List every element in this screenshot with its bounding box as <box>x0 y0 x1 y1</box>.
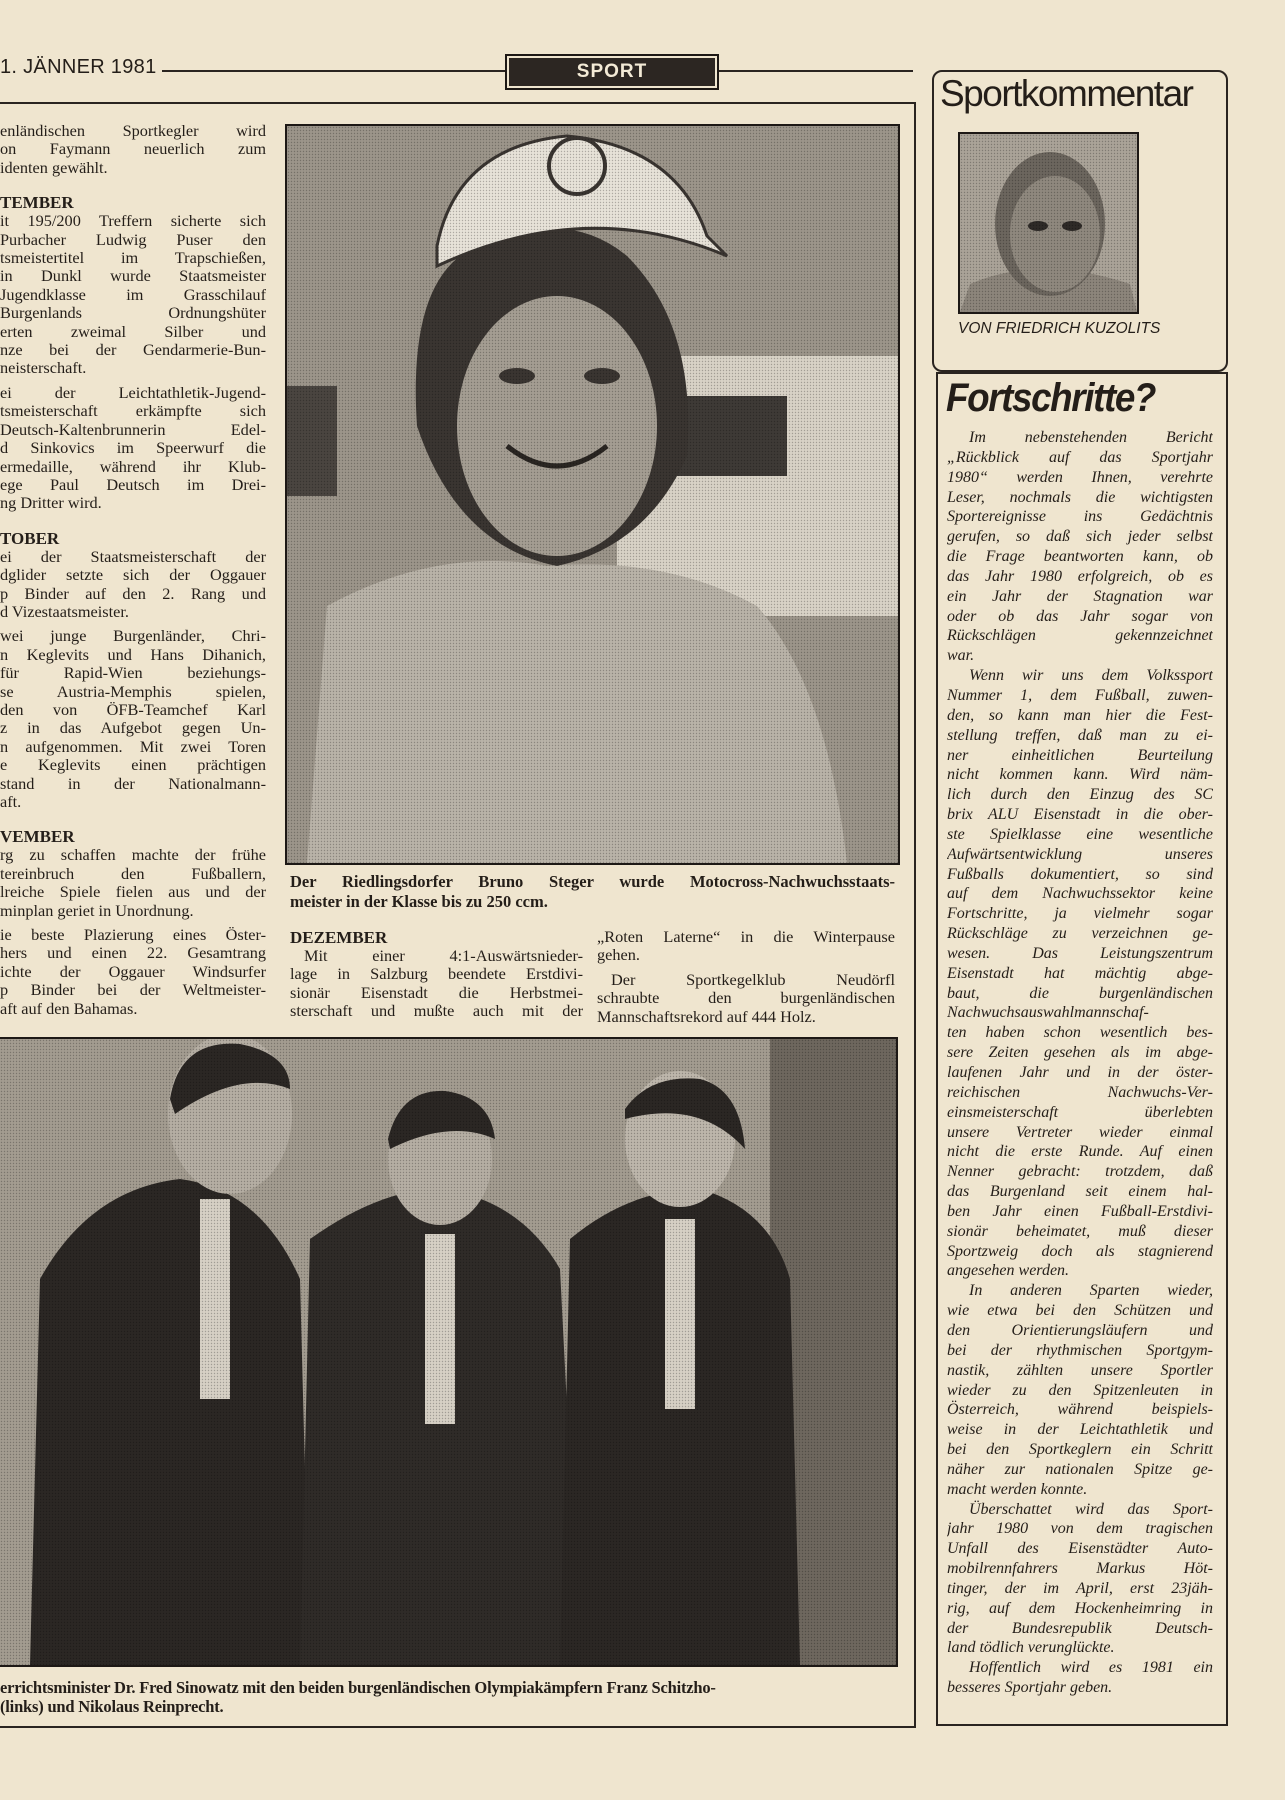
text-line: Sportereignisse ins Gedächtnis <box>947 508 1213 526</box>
text-line: die Frage beantworten kann, ob <box>947 548 1213 566</box>
dezember-column-2 <box>597 928 895 1026</box>
text-line: in Dunkl wurde Staatsmeister <box>0 267 266 286</box>
rider-portrait-image <box>287 126 898 863</box>
text-line: Sportzweig doch als stagnierend <box>947 1242 1213 1260</box>
dezember-column-1 <box>290 928 583 1021</box>
text-line: tsmeistertitel im Trapschießen, <box>0 249 266 268</box>
text-line: Mit einer 4:1-Auswärtsnieder- <box>304 947 583 965</box>
text-line: Aufwärtsentwicklung unseres <box>947 845 1213 863</box>
caption-line: Der Riedlingsdorfer Bruno Steger wurde Motocross-Nachwuchsstaats- <box>290 872 895 891</box>
text-line: ner einheitlichen Beurteilung <box>947 746 1213 764</box>
text-line: sionär Eisenstadt die Herbstmei- <box>290 983 583 1002</box>
text-line: schraubte den burgenländischen <box>597 989 895 1008</box>
text-line: n Keglevits und Hans Dihanich, <box>0 645 266 664</box>
text-line: bei den Sportkeglern ein Schritt <box>947 1441 1213 1459</box>
text-line: angesehen werden. <box>947 1262 1070 1280</box>
text-line: Purbacher Ludwig Puser den <box>0 230 266 249</box>
text-line: den von ÖFB-Teamchef Karl <box>0 700 266 719</box>
commentary-top-rule <box>936 372 1226 374</box>
text-line: Nenner gebracht: trotzdem, daß <box>947 1163 1213 1181</box>
text-line: bei der rhythmischen Sportgym- <box>947 1341 1213 1359</box>
text-line: ege Paul Deutsch im Drei- <box>0 475 266 494</box>
text-line: das Burgenland seit einem hal- <box>947 1183 1213 1201</box>
top-photo-caption <box>290 872 895 912</box>
text-line: Deutsch-Kaltenbrunnerin Edel- <box>0 420 266 439</box>
paragraph <box>0 548 266 622</box>
photo-minister-with-olympians <box>0 1037 898 1667</box>
text-line: minplan geriet in Unordnung. <box>0 901 194 920</box>
text-line: it 195/200 Treffern sicherte sich <box>0 212 266 231</box>
caption-line: (links) und Nikolaus Reinprecht. <box>0 1697 224 1716</box>
text-line: den, so kann man hier die Fest- <box>947 706 1213 724</box>
text-line: der Bundesrepublik Deutsch- <box>947 1619 1213 1637</box>
text-line: unsere Vertreter wieder einmal <box>947 1123 1213 1141</box>
text-line: ie beste Plazierung eines Öster- <box>0 926 266 945</box>
text-line: baut, die burgenländischen <box>947 984 1213 1002</box>
text-line: war. <box>947 647 975 665</box>
paragraph <box>0 627 266 811</box>
text-line: für Rapid-Wien beziehungs- <box>0 664 266 683</box>
text-line: tereinbruch den Fußballern, <box>0 864 266 883</box>
text-line: d Sinkovics im Speerwurf die <box>0 439 266 458</box>
text-line: wesen. Das Leistungszentrum <box>947 944 1213 962</box>
left-column-article <box>0 122 266 1018</box>
text-line: lich durch den Einzug des SC <box>947 786 1213 804</box>
text-line: Burgenlands Ordnungshüter <box>0 304 266 323</box>
text-line: ng Dritter wird. <box>0 494 102 513</box>
text-line: nicht kommen kann. Wird näm- <box>947 766 1213 784</box>
text-line: Hoffentlich wird es 1981 ein <box>969 1659 1213 1677</box>
text-line: jahr 1980 von dem tragischen <box>947 1520 1213 1538</box>
month-heading: VEMBER <box>0 827 75 847</box>
text-line: Fortschritte, ja vielmehr sogar <box>947 905 1213 923</box>
text-line: das Jahr 1980 erfolgreich, ob es <box>947 567 1213 585</box>
group-photo-image <box>0 1039 896 1665</box>
month-heading: TOBER <box>0 528 60 548</box>
text-line: 1980“ werden Ihnen, verehrte <box>947 468 1213 486</box>
month-heading-dezember: DEZEMBER <box>290 928 388 947</box>
text-line: neisterschaft. <box>0 359 87 378</box>
text-line: laufenen Jahr und in der öster- <box>947 1064 1213 1081</box>
text-line: mobilrennfahrers Markus Höt- <box>947 1560 1213 1578</box>
paragraph <box>947 1658 1213 1698</box>
text-line: Im nebenstehenden Bericht <box>969 429 1213 446</box>
text-line: ste Spielklasse eine wesentliche <box>947 825 1213 843</box>
text-line: Leser, nochmals die wichtigsten <box>947 488 1213 506</box>
text-line: Der Sportkegelklub Neudörfl <box>611 970 895 989</box>
commentary-title: Sportkommentar <box>940 73 1193 114</box>
text-line: In anderen Sparten wieder, <box>969 1282 1213 1300</box>
text-line: ein Jahr der Stagnation war <box>947 587 1213 605</box>
text-line: sterschaft und mußte auch mit der <box>290 1002 583 1021</box>
paragraph <box>0 926 266 1018</box>
text-line: sionär beheimatet, muß dieser <box>947 1222 1213 1240</box>
text-line: z in das Aufgebot gegen Un- <box>0 719 266 738</box>
text-line: brix ALU Eisenstadt in die ober- <box>947 806 1213 824</box>
text-line: aft. <box>0 793 22 811</box>
paragraph <box>947 1500 1213 1659</box>
text-line: weise in der Leichtathletik und <box>947 1421 1213 1439</box>
text-line: „Rückblick auf das Sportjahr <box>947 448 1213 466</box>
text-line: nastik, zählten unsere Sportler <box>947 1361 1213 1379</box>
paragraph <box>0 384 266 513</box>
author-byline: VON FRIEDRICH KUZOLITS <box>958 320 1161 337</box>
section-label: SPORT <box>505 54 719 90</box>
text-line: gerufen, so daß sich jeder selbst <box>947 528 1213 546</box>
text-line: Eisenstadt hat mächtig abge- <box>947 964 1213 982</box>
text-line: Nachwuchsauswahlmannschaf- <box>947 1004 1149 1022</box>
text-line: ermedaille, während ihr Klub- <box>0 457 266 476</box>
paragraph <box>947 428 1213 666</box>
text-line: dglider setzte sich der Oggauer <box>0 566 266 585</box>
text-line: näher zur nationalen Spitze ge- <box>947 1460 1213 1478</box>
text-line: tsmeisterschaft erkämpfte sich <box>0 402 266 421</box>
text-line: gehen. <box>597 946 640 965</box>
text-line: n aufgenommen. Mit zwei Toren <box>0 737 266 756</box>
text-line: rg zu schaffen machte der frühe <box>0 846 266 865</box>
paragraph <box>0 212 266 378</box>
text-line: ichte der Oggauer Windsurfer <box>0 962 266 981</box>
text-line: p Binder auf den 2. Rang und <box>0 584 266 603</box>
text-line: wei junge Burgenländer, Chri- <box>0 627 266 646</box>
text-line: wie etwa bei den Schützen und <box>947 1302 1213 1320</box>
text-line: „Roten Laterne“ in die Winterpause <box>597 928 895 946</box>
text-line: Österreich, während beispiels- <box>947 1401 1213 1419</box>
text-line: macht werden konnte. <box>947 1480 1088 1498</box>
text-line: e Keglevits einen prächtigen <box>0 756 266 775</box>
paragraph <box>947 1281 1213 1499</box>
text-line: einsmeisterschaft überlebten <box>947 1103 1213 1121</box>
paragraph <box>0 122 266 177</box>
text-line: tinger, der im April, erst 23jäh- <box>947 1579 1213 1597</box>
text-line: land tödlich verunglückte. <box>947 1639 1115 1657</box>
text-line: sere Zeiten gesehen als im abge- <box>947 1044 1213 1062</box>
text-line: aft auf den Bahamas. <box>0 999 138 1018</box>
text-line: d Vizestaatsmeister. <box>0 602 129 621</box>
text-line: Überschattet wird das Sport- <box>969 1500 1213 1518</box>
text-line: erten zweimal Silber und <box>0 322 266 341</box>
paragraph <box>0 846 266 920</box>
text-line: ei der Staatsmeisterschaft der <box>0 547 266 566</box>
text-line: reichischen Nachwuchs-Ver- <box>947 1083 1213 1101</box>
bottom-photo-caption <box>0 1678 895 1716</box>
author-portrait <box>958 132 1139 314</box>
text-line: oder ob das Jahr sogar von <box>947 607 1213 625</box>
caption-line: meister in der Klasse bis zu 250 ccm. <box>290 892 548 911</box>
text-line: Nummer 1, dem Fußball, zuwen- <box>947 686 1213 704</box>
text-line: Rückschläge zu verzeichnen ge- <box>947 925 1213 943</box>
text-line: lreiche Spiele fielen aus und der <box>0 883 266 902</box>
text-line: Unfall des Eisenstädter Auto- <box>947 1540 1213 1558</box>
text-line: ten haben schon wesentlich bes- <box>947 1024 1213 1042</box>
text-line: lage in Salzburg beendete Erstdivi- <box>290 965 583 984</box>
commentary-body <box>947 428 1213 1698</box>
text-line: auf dem Nachwuchssektor keine <box>947 885 1213 903</box>
text-line: ben Jahr einen Fußball-Erstdivi- <box>947 1202 1213 1220</box>
paragraph <box>947 666 1213 1281</box>
commentary-headline: Fortschritte? <box>946 376 1156 420</box>
text-line: Fußballs dokumentiert, so sind <box>947 865 1213 883</box>
text-line: p Binder bei der Weltmeister- <box>0 981 266 1000</box>
text-line: den Orientierungsläufern und <box>947 1321 1213 1339</box>
text-line: Rückschlägen gekennzeichnet <box>947 627 1213 645</box>
text-line: wieder zu den Spitzenleuten in <box>947 1381 1213 1399</box>
text-line: nicht die erste Runde. Auf einen <box>947 1143 1213 1161</box>
issue-date: 1. JÄNNER 1981 <box>0 56 157 78</box>
text-line: se Austria-Memphis spielen, <box>0 682 266 701</box>
text-line: enländischen Sportkegler wird <box>0 122 266 140</box>
text-line: ei der Leichtathletik-Jugend- <box>0 383 266 402</box>
text-line: identen gewählt. <box>0 158 108 177</box>
text-line: besseres Sportjahr geben. <box>947 1679 1113 1697</box>
text-line: on Faymann neuerlich zum <box>0 140 266 159</box>
text-line: nze bei der Gendarmerie-Bun- <box>0 341 266 360</box>
header-rule-right <box>719 70 913 72</box>
author-photo-image <box>960 134 1137 312</box>
text-line: hers und einen 22. Gesamtrang <box>0 944 266 963</box>
text-line: stellung treffen, daß man zu ei- <box>947 726 1213 744</box>
photo-motocross-rider <box>285 124 900 865</box>
header-rule-left <box>162 70 505 72</box>
text-line: rig, auf dem Hockenheimring in <box>947 1599 1213 1617</box>
text-line: Jugendklasse im Grasschilauf <box>0 285 266 304</box>
text-line: Wenn wir uns dem Volkssport <box>969 667 1213 685</box>
text-line: stand in der Nationalmann- <box>0 774 266 793</box>
text-line: Mannschaftsrekord auf 444 Holz. <box>597 1007 816 1026</box>
caption-line: errichtsminister Dr. Fred Sinowatz mit den beiden burgenländischen Olympiakämpfern Franz Schitzho- <box>0 1678 716 1697</box>
month-heading: TEMBER <box>0 193 74 213</box>
